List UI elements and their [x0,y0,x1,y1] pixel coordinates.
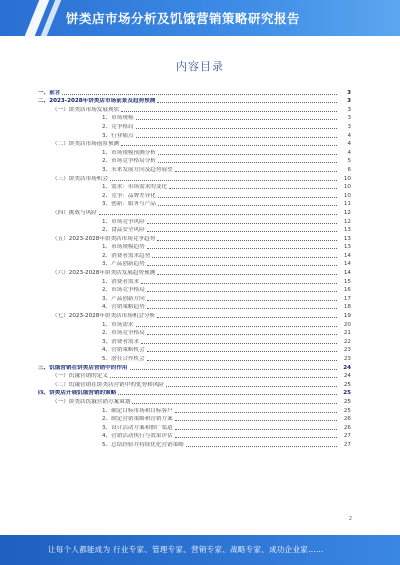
toc-entry[interactable] [38,379,351,388]
toc-leader-dots [175,420,337,421]
toc-leader-dots [152,257,337,258]
toc-entry-text: 2、市场竞争格局分析 [102,158,156,165]
toc-entry[interactable] [38,302,351,311]
toc-leader-dots [147,351,337,352]
toc-entry[interactable] [38,147,351,156]
toc-entry-text: 5、潜在合作机会 [102,356,145,362]
toc-entry-text: 3、创新：服务与产品 [102,201,156,208]
toc-entry[interactable] [38,293,351,302]
toc-entry-text: 1、市场竞争风险 [102,218,145,225]
toc-entry[interactable] [38,87,351,96]
toc-entry-page: 4 [347,141,351,148]
toc-leader-dots [147,360,337,361]
toc-entry-text: （一）饼类店饥饿营销方案策划 [52,398,131,405]
toc-leader-dots [118,394,337,395]
toc-entry-page: 14 [343,261,351,268]
toc-entry[interactable] [38,285,351,294]
toc-entry-text: 3、未来发展方向及趋势展望 [102,166,173,173]
toc-entry-page: 12 [343,209,351,216]
toc-entry-page: 3 [347,89,351,96]
toc-leader-dots [157,240,337,241]
toc-leader-dots [169,188,337,189]
toc-leader-dots [132,403,337,404]
toc-leader-dots [175,412,337,413]
toc-entry-text: 1、市场需求 [102,321,134,328]
toc-entry-page: 22 [343,338,351,345]
toc-leader-dots [136,119,337,120]
header-banner [0,0,400,36]
toc-entry-text: 2、市场竞争格局 [102,287,145,294]
toc-entry-text: 3、行业痛点 [102,132,134,139]
toc-entry[interactable] [38,345,351,354]
toc-entry[interactable] [38,96,351,105]
report-title: 饼类店市场分析及饥饿营销策略研究报告 [66,11,301,26]
toc-entry-page: 13 [343,235,351,242]
toc-entry-page: 3 [347,115,351,122]
toc-entry[interactable] [38,225,351,234]
toc-leader-dots [157,274,337,275]
toc-entry-page: 17 [343,295,351,302]
toc-entry[interactable] [38,182,351,191]
toc-entry-page: 23 [343,347,351,354]
toc-entry[interactable] [38,104,351,113]
toc-leader-dots [62,94,337,95]
toc-entry[interactable] [38,267,351,276]
toc-entry-text: 3、消费者需求 [102,338,140,345]
toc-entry-page: 24 [343,364,351,371]
toc-entry-text: 2、竞争格局 [102,123,134,130]
toc-entry[interactable] [38,190,351,199]
toc-entry-page: 10 [343,192,351,199]
toc-leader-dots [147,265,337,266]
toc-entry-page: 3 [347,106,351,113]
toc-entry-text: 3、产品创新趋势 [102,261,145,268]
toc-entry-page: 25 [343,390,351,397]
toc-entry-page: 12 [343,218,351,225]
toc-entry-text: 1、市场规模 [102,115,134,122]
toc-leader-dots [175,437,337,438]
toc-leader-dots [141,283,337,284]
toc-entry-text: 3、产品创新方向 [102,295,145,302]
toc-entry-text: （三）饼类店市场机会 [52,175,108,182]
toc-entry-text: 5、总结经验并持续优化营销策略 [102,441,184,448]
toc-entry-page: 25 [343,381,351,388]
toc-entry[interactable] [38,173,351,182]
toc-entry-text: 4、营销活动执行与效果评估 [102,433,173,440]
toc-entry-text: （二）饼类店市场前景预测 [52,141,120,148]
toc-leader-dots [130,369,337,370]
toc-entry[interactable] [38,319,351,328]
toc-entry[interactable] [38,139,351,148]
toc-entry[interactable] [38,164,351,173]
toc-leader-dots [110,377,337,378]
toc-entry-page: 4 [347,149,351,156]
toc-entry-text: 四、饼类店开展饥饿营销的策略 [38,390,117,397]
toc-entry[interactable] [38,216,351,225]
toc-entry-page: 25 [343,398,351,405]
toc-entry-text: 三、饥饿营销在饼类店营销中的作用 [38,364,128,371]
toc-leader-dots [175,429,337,430]
toc-entry[interactable] [38,396,351,405]
toc-entry-text: 4、营销策略趋势 [102,304,145,311]
toc-leader-dots [136,128,337,129]
toc-entry-text: 4、营销策略机会 [102,347,145,354]
toc-entry-text: 1、消费者需求 [102,278,140,285]
toc-entry[interactable] [38,431,351,440]
toc-entry[interactable] [38,328,351,337]
toc-entry-page: 27 [343,441,351,448]
toc-entry-page: 10 [343,184,351,191]
toc-leader-dots [147,223,337,224]
toc-entry[interactable] [38,388,351,397]
toc-leader-dots [158,162,337,163]
toc-entry-page: 14 [343,270,351,277]
toc-leader-dots [147,334,337,335]
toc-leader-dots [158,205,337,206]
toc-entry[interactable] [38,353,351,362]
toc-entry-text: （一）饥饿营销的定义 [52,373,108,380]
toc-entry-text: （四）挑战与风险 [52,209,97,216]
toc-entry-page: 5 [347,158,351,165]
toc-entry[interactable] [38,207,351,216]
toc-entry[interactable] [38,113,351,122]
toc-entry-text: 1、市场规模预测分析 [102,149,156,156]
toc-entry-page: 13 [343,244,351,251]
toc-leader-dots [121,111,337,112]
toc-entry-text: 2、制定营销策略和营销方案 [102,416,173,423]
toc-entry-page: 10 [343,175,351,182]
toc-entry-text: 2、食品安全风险 [102,227,145,234]
toc-leader-dots [158,197,337,198]
toc-entry-page: 15 [343,278,351,285]
toc-entry[interactable] [38,199,351,208]
toc-entry-text: 1、确定目标市场和目标客户 [102,407,173,414]
toc-heading: 内容目录 [176,60,224,73]
toc-entry[interactable] [38,422,351,431]
toc-entry[interactable] [38,130,351,139]
toc-leader-dots [147,248,337,249]
toc-entry[interactable] [38,121,351,130]
toc-entry-page: 11 [343,201,351,208]
toc-entry-text: 2、消费者需求趋势 [102,252,151,259]
toc-entry[interactable] [38,439,351,448]
toc-entry-page: 20 [343,321,351,328]
toc-entry-page: 3 [347,123,351,130]
toc-entry-page: 23 [343,356,351,362]
toc-entry-page: 21 [343,330,351,337]
toc-leader-dots [157,317,337,318]
table-of-contents [38,87,351,448]
footer-slogan: 让每个人都能成为 行业专家、管理专家、营销专家、战略专家、成功企业家…… [48,545,324,554]
toc-entry-page: 25 [343,407,351,414]
toc-leader-dots [147,231,337,232]
toc-entry-page: 18 [343,304,351,311]
toc-entry[interactable] [38,259,351,268]
toc-entry-page: 4 [347,132,351,139]
toc-entry-text: 2、竞争：品牌差异化 [102,192,156,199]
toc-leader-dots [175,171,337,172]
toc-entry-page: 14 [343,252,351,259]
toc-entry-text: 一、前言 [38,89,61,96]
toc-leader-dots [141,343,337,344]
toc-entry[interactable] [38,405,351,414]
toc-leader-dots [186,446,337,447]
toc-entry-text: （七）2023-2028年饼类店市场机会分析 [52,313,156,320]
toc-entry-text: 3、设计活动方案和推广渠道 [102,424,173,431]
toc-leader-dots [136,137,337,138]
toc-entry[interactable] [38,336,351,345]
toc-entry[interactable] [38,371,351,380]
toc-entry[interactable] [38,242,351,251]
toc-entry-text: （二）饥饿营销在饼类店营销中的优势和风险 [52,381,164,388]
toc-leader-dots [147,291,337,292]
toc-entry-page: 24 [343,373,351,380]
toc-entry-text: （五）2023-2028年饼类店市场竞争趋势 [52,235,156,242]
toc-entry-page: 16 [343,287,351,294]
toc-leader-dots [157,102,337,103]
toc-entry[interactable] [38,156,351,165]
toc-leader-dots [121,145,337,146]
toc-entry-text: 1、市场规模趋势 [102,244,145,251]
toc-entry[interactable] [38,233,351,242]
toc-entry[interactable] [38,414,351,423]
toc-entry-page: 3 [347,98,351,105]
toc-entry-page: 6 [347,166,351,173]
page-number: 2 [348,516,352,522]
toc-leader-dots [136,326,337,327]
toc-leader-dots [99,214,337,215]
toc-entry-page: 19 [343,313,351,320]
toc-entry-page: 13 [343,227,351,234]
footer-banner [0,535,400,565]
toc-entry-text: 1、需求：市场需求的变化 [102,184,168,191]
toc-entry-text: （六）2023-2028年饼类店发展趋势预测 [52,270,156,277]
toc-entry-text: 2、市场竞争格局 [102,330,145,337]
toc-entry-text: 二、2023-2028年饼类店市场前景及趋势预测 [38,98,156,105]
toc-leader-dots [147,300,337,301]
toc-leader-dots [158,154,337,155]
toc-entry-text: （一）饼类店市场发展现状 [52,106,120,113]
toc-entry[interactable] [38,310,351,319]
toc-entry-page: 26 [343,424,351,431]
toc-entry[interactable] [38,276,351,285]
toc-entry[interactable] [38,250,351,259]
toc-leader-dots [147,308,337,309]
toc-leader-dots [166,386,337,387]
toc-leader-dots [110,180,337,181]
toc-entry[interactable] [38,362,351,371]
toc-entry-page: 27 [343,433,351,440]
toc-entry-page: 26 [343,416,351,423]
